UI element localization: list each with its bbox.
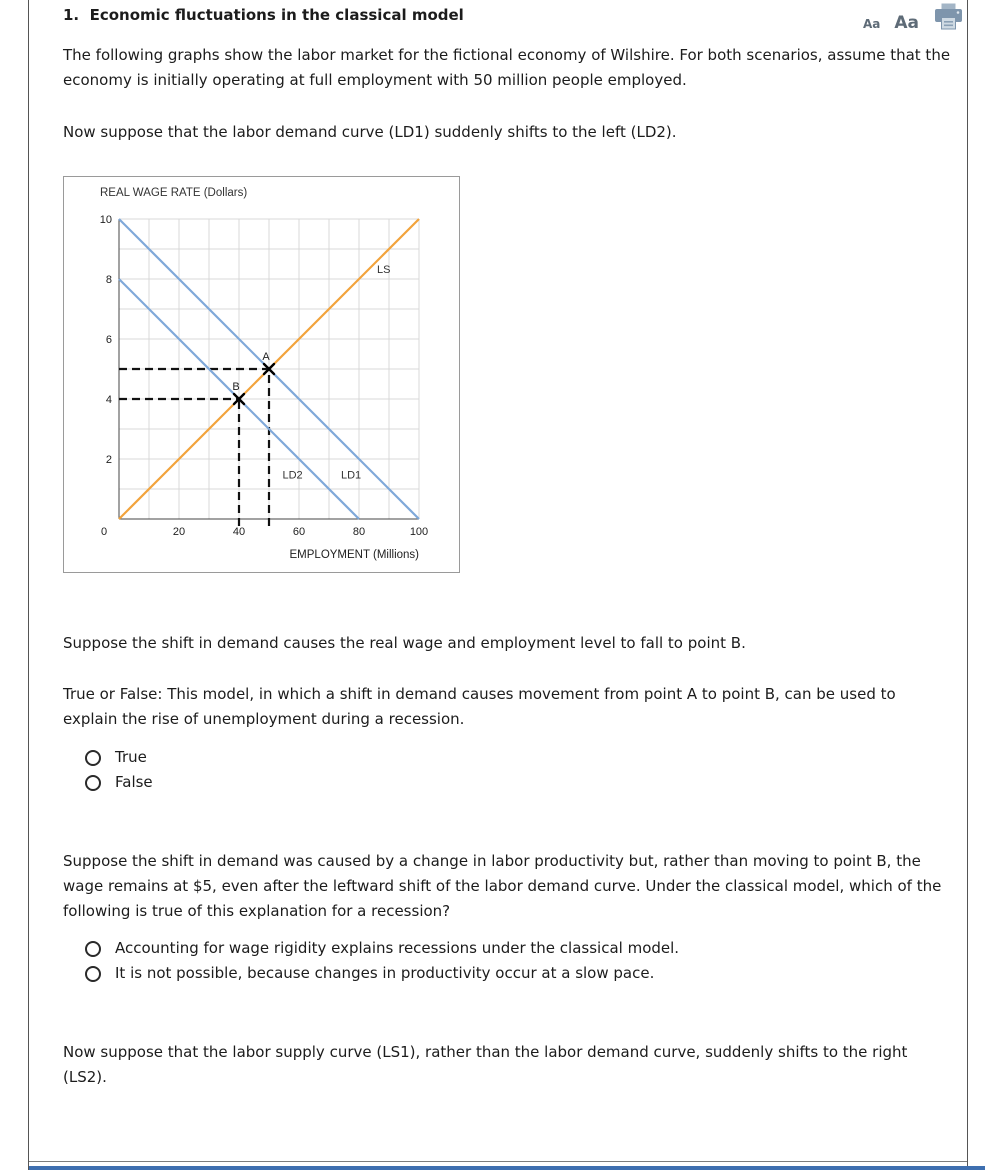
q1-option-true-label[interactable]: True <box>115 748 147 766</box>
svg-text:A: A <box>262 351 270 363</box>
left-border-rule <box>28 0 29 1170</box>
svg-text:10: 10 <box>99 214 112 226</box>
svg-text:B: B <box>232 381 240 393</box>
bottom-blue-bar <box>29 1166 985 1170</box>
svg-text:LD2: LD2 <box>282 469 303 482</box>
intro-paragraph-2: Now suppose that the labor demand curve (LD1) suddenly shifts to the left (LD2). <box>63 123 677 141</box>
print-icon[interactable] <box>933 3 964 34</box>
svg-text:0: 0 <box>100 526 108 538</box>
text-size-small-button[interactable]: Aa <box>862 17 881 31</box>
question2-stem: Suppose the shift in demand was caused by a change in labor productivity but, rather than moving to point B, the wage remains at $5, even after the leftward shift of the labor demand curve. Under the classical model, which of the following is true of this explanation for a recession? <box>63 852 942 920</box>
q2-option-1[interactable] <box>85 936 679 961</box>
svg-text:60: 60 <box>292 526 306 538</box>
outro-paragraph: Now suppose that the labor supply curve (LS1), rather than the labor demand curve, suddenly shifts to the right (LS2). <box>63 1043 908 1086</box>
question1-prompt: Suppose the shift in demand causes the real wage and employment level to fall to point B. <box>63 634 746 652</box>
svg-text:4: 4 <box>105 394 112 406</box>
svg-text:40: 40 <box>232 526 246 538</box>
q1-option-false-label[interactable]: False <box>115 773 153 791</box>
text-size-controls <box>863 3 964 34</box>
radio-button-icon[interactable] <box>85 966 101 982</box>
radio-button-icon[interactable] <box>85 750 101 766</box>
labor-market-graph <box>63 176 460 573</box>
q2-option-2-label[interactable]: It is not possible, because changes in productivity occur at a slow pace. <box>115 964 655 982</box>
radio-button-icon[interactable] <box>85 775 101 791</box>
svg-text:LD1: LD1 <box>341 469 362 482</box>
svg-text:REAL WAGE RATE (Dollars): REAL WAGE RATE (Dollars) <box>100 187 248 199</box>
q1-option-true[interactable] <box>85 745 147 770</box>
page-title: 1. Economic fluctuations in the classical model <box>63 6 464 24</box>
right-border-rule <box>967 0 968 1170</box>
question1-stem: True or False: This model, in which a shift in demand causes movement from point A to point B, can be used to explain the rise of unemployment during a recession. <box>63 685 896 728</box>
svg-text:100: 100 <box>409 526 429 538</box>
svg-text:6: 6 <box>105 334 112 346</box>
q2-option-2[interactable] <box>85 961 654 986</box>
svg-text:8: 8 <box>105 274 112 286</box>
q2-option-1-label[interactable]: Accounting for wage rigidity explains recessions under the classical model. <box>115 939 680 957</box>
intro-paragraph-1: The following graphs show the labor market for the fictional economy of Wilshire. For both scenarios, assume that the economy is initially operating at full employment with 50 million people employed. <box>63 46 951 89</box>
svg-text:80: 80 <box>352 526 366 538</box>
text-size-large-button[interactable]: Aa <box>894 13 919 33</box>
q1-option-false[interactable] <box>85 770 153 795</box>
svg-text:EMPLOYMENT (Millions): EMPLOYMENT (Millions) <box>289 549 419 561</box>
svg-text:LS: LS <box>377 264 391 276</box>
svg-text:20: 20 <box>172 526 186 538</box>
bottom-divider <box>29 1161 967 1162</box>
labor-market-chart-svg <box>64 177 459 572</box>
svg-text:2: 2 <box>105 454 112 466</box>
radio-button-icon[interactable] <box>85 941 101 957</box>
